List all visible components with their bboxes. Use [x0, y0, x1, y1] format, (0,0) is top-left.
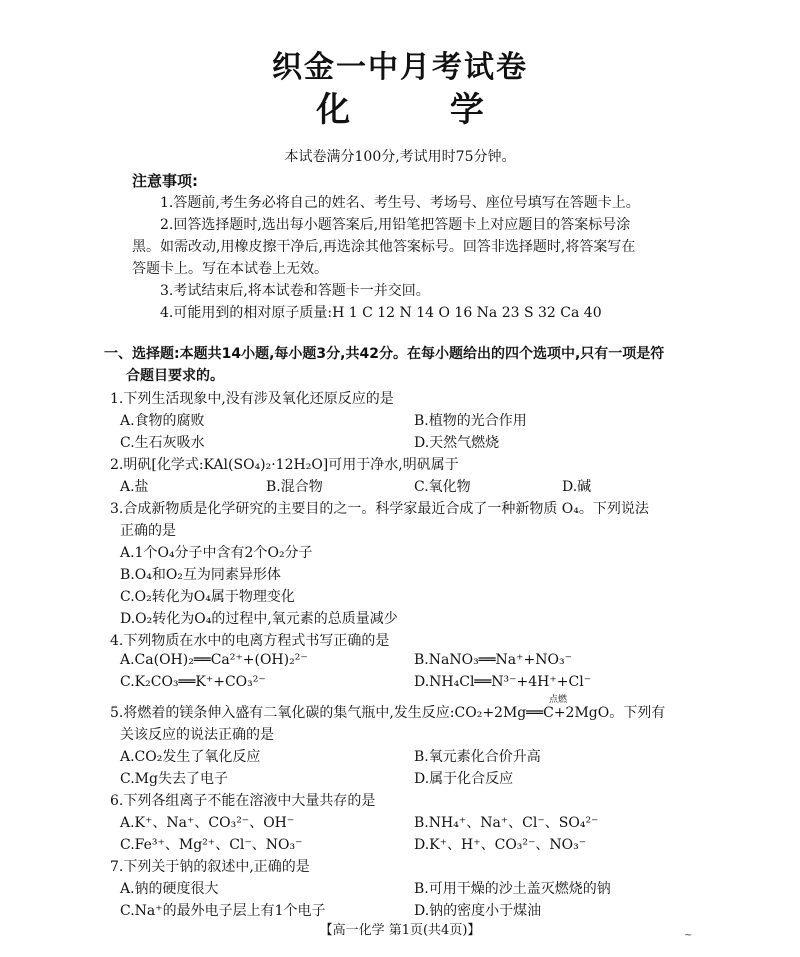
question-6-option-c: C.Fe³⁺、Mg²⁺、Cl⁻、NO₃⁻ — [120, 837, 303, 853]
question-4-option-c: C.K₂CO₃══K⁺+CO₃²⁻ — [120, 674, 266, 690]
question-5-option-c: C.Mg失去了电子 — [120, 771, 228, 787]
question-1-option-a: A.食物的腐败 — [120, 413, 205, 429]
page-footer: 【高一化学 第1页(共4页)】 — [319, 923, 481, 938]
question-2-stem: 2.明矾[化学式:KAl(SO₄)₂·12H₂O]可用于净水,明矾属于 — [110, 457, 459, 473]
notice-line: 2.回答选择题时,选出每小题答案后,用铅笔把答题卡上对应题目的答案标号涂 — [160, 217, 631, 233]
question-4-option-a: A.Ca(OH)₂══Ca²⁺+(OH)₂²⁻ — [120, 652, 308, 668]
reaction-condition: 点燃 — [549, 695, 568, 705]
question-7-option-b: B.可用干燥的沙土盖灭燃烧的钠 — [414, 881, 611, 897]
question-2-option-d: D.碱 — [562, 479, 592, 495]
question-2-option-a: A.盐 — [120, 479, 149, 495]
question-3-option-a: A.1个O₄分子中含有2个O₂分子 — [120, 545, 313, 561]
notice-heading: 注意事项: — [132, 172, 198, 190]
question-3-stem-cont: 正确的是 — [120, 523, 176, 539]
question-6-stem: 6.下列各组离子不能在溶液中大量共存的是 — [110, 793, 376, 809]
notice-line: 黑。如需改动,用橡皮擦干净后,再选涂其他答案标号。回答非选择题时,将答案写在 — [132, 239, 636, 255]
exam-title: 织金一中月考试卷 — [272, 50, 528, 85]
notice-line: 1.答题前,考生务必将自己的姓名、考生号、考场号、座位号填写在答题卡上。 — [160, 195, 640, 211]
exam-info: 本试卷满分100分,考试用时75分钟。 — [284, 149, 516, 165]
question-5-option-a: A.CO₂发生了氧化反应 — [120, 749, 261, 765]
question-1-option-d: D.天然气燃烧 — [414, 435, 500, 451]
question-1-stem: 1.下列生活现象中,没有涉及氧化还原反应的是 — [110, 391, 394, 407]
question-7-option-a: A.钠的硬度很大 — [120, 881, 219, 897]
subject-title: 化 学 — [316, 90, 528, 130]
question-3-option-c: C.O₂转化为O₄属于物理变化 — [120, 589, 295, 605]
question-6-option-b: B.NH₄⁺、Na⁺、Cl⁻、SO₄²⁻ — [414, 815, 599, 831]
notice-line: 3.考试结束后,将本试卷和答题卡一并交回。 — [160, 283, 430, 299]
question-6-option-a: A.K⁺、Na⁺、CO₃²⁻、OH⁻ — [120, 815, 295, 831]
question-4-option-b: B.NaNO₃══Na⁺+NO₃⁻ — [414, 652, 572, 668]
question-1-option-b: B.植物的光合作用 — [414, 413, 527, 429]
question-4-option-d: D.NH₄Cl══N³⁻+4H⁺+Cl⁻ — [414, 674, 592, 690]
notice-line: 答题卡上。写在本试卷上无效。 — [132, 261, 328, 277]
question-5-stem-cont: 关该反应的说法正确的是 — [120, 727, 274, 743]
question-3-option-b: B.O₄和O₂互为同素异形体 — [120, 567, 281, 583]
question-7-stem: 7.下列关于钠的叙述中,正确的是 — [110, 859, 310, 875]
question-6-option-d: D.K⁺、H⁺、CO₃²⁻、NO₃⁻ — [414, 837, 587, 853]
question-3-stem: 3.合成新物质是化学研究的主要目的之一。科学家最近合成了一种新物质 O₄。下列说法 — [110, 501, 649, 517]
corner-mark: ~ — [684, 930, 693, 941]
question-1-option-c: C.生石灰吸水 — [120, 435, 205, 451]
question-7-option-c: C.Na⁺的最外电子层上有1个电子 — [120, 903, 326, 919]
question-5-stem: 5.将燃着的镁条伸入盛有二氧化碳的集气瓶中,发生反应:CO₂+2Mg══C+2MgO。下列有 — [110, 705, 666, 721]
question-7-option-d: D.钠的密度小于煤油 — [414, 903, 542, 919]
question-4-stem: 4.下列物质在水中的电离方程式书写正确的是 — [110, 633, 390, 649]
question-2-option-b: B.混合物 — [266, 479, 323, 495]
notice-line: 4.可能用到的相对原子质量:H 1 C 12 N 14 O 16 Na 23 S 32 Ca 40 — [160, 305, 602, 321]
question-2-option-c: C.氧化物 — [414, 479, 471, 495]
question-5-option-d: D.属于化合反应 — [414, 771, 514, 787]
question-3-option-d: D.O₂转化为O₄的过程中,氧元素的总质量减少 — [120, 611, 398, 627]
question-5-option-b: B.氧元素化合价升高 — [414, 749, 541, 765]
section-heading-cont: 合题目要求的。 — [126, 368, 224, 384]
section-heading: 一、选择题:本题共14小题,每小题3分,共42分。在每小题给出的四个选项中,只有一项是符 — [104, 346, 665, 362]
